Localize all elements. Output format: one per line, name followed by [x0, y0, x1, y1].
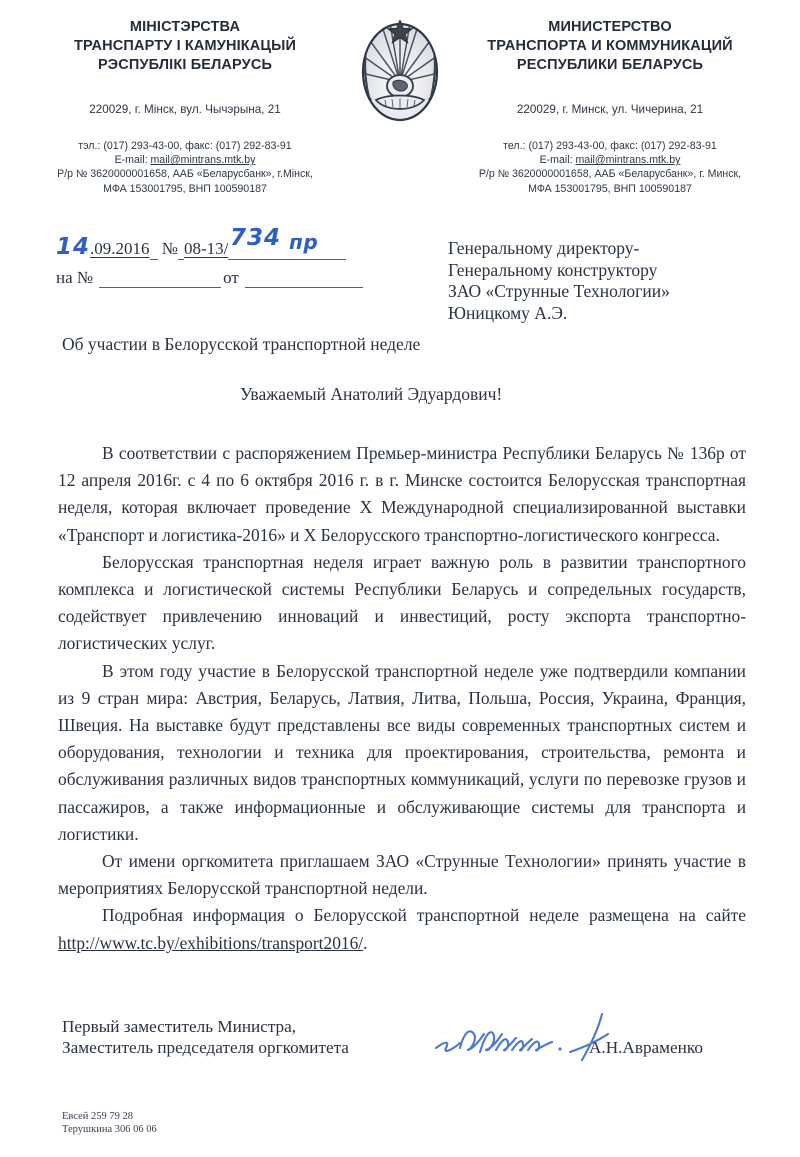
reply-from-label: от: [223, 268, 239, 287]
number-printed: 08-13/: [184, 239, 229, 258]
body-paragraph-1: В соответствии с распоряжением Премьер-министра Республики Беларусь № 136р от 12 апреля 2016г. с 4 по 6 октября 2016 г. в г. Минске состоится Белорусская транспортная неделя, которая включает проведение X Международной специализированной выставки «Транспорт и логистика-2016» и X Белорусского транспортно-логистического конгресса.: [58, 443, 746, 545]
website-link[interactable]: http://www.tc.by/exhibitions/transport2016/: [58, 932, 364, 953]
letterhead-left-belarusian: [20, 18, 350, 196]
ministry-title-be-line3: РЭСПУБЛІКІ БЕЛАРУСЬ: [97, 57, 273, 73]
coat-of-arms-of-belarus-icon: [352, 20, 448, 124]
ministry-address-be: 220029, г. Мінск, вул. Чычэрына, 21: [89, 103, 281, 116]
date-rule: [150, 243, 158, 260]
ministry-title-be-line1: МІНІСТЭРСТВА: [129, 19, 241, 35]
signer-title-line1: Первый заместитель Министра,: [62, 1017, 297, 1036]
executor-contacts: [62, 1110, 157, 1136]
number-symbol: №: [161, 239, 178, 258]
reference-block: [56, 225, 416, 298]
reply-to-label: на №: [56, 268, 94, 287]
addressee-line3: ЗАО «Струнные Технологии»: [448, 281, 670, 301]
letterhead-right-russian: [440, 18, 780, 196]
bank-line1-ru: Р/р № 3620000001658, ААБ «Беларусбанк», г. Минск,: [478, 168, 742, 181]
date-day-handwritten: 14: [56, 234, 91, 260]
bank-line1-be: Р/р № 3620000001658, ААБ «Беларусбанк», г.Мінск,: [57, 168, 313, 181]
executor-line2: Терушкина 306 06 06: [62, 1124, 157, 1135]
body-paragraph-3: В этом году участие в Белорусской транспортной неделе уже подтвердили компании из 9 стран мира: Австрия, Беларусь, Латвия, Литва, Польша, Россия, Украина, Франция, Швеция. На выставке будут представлены все виды современных транспортных систем и оборудования, технологии и техника для проектирования, строительства, ремонта и обслуживания различных видов транспортных коммуникаций, услуги по перевозке грузов и пассажиров, а также информационные и обслуживающие системы для транспорта и логистики.: [58, 660, 746, 844]
body-paragraph-2: Белорусская транспортная неделя играет важную роль в развитии транспортного комплекса и логистической системы Республики Беларусь и сопредельных государств, содействует привлечению инноваций и инвестиций, росту экспорта транспортно-логистических услуг.: [58, 551, 746, 654]
salutation: Уважаемый Анатолий Эдуардович!: [240, 384, 503, 404]
subject-line: Об участии в Белорусской транспортной неделе: [62, 334, 421, 354]
addressee-block: [448, 238, 788, 324]
signer-title: [62, 1016, 349, 1058]
body-paragraph-5-suffix: .: [363, 932, 368, 953]
signer-name: А.Н.Авраменко: [589, 1038, 703, 1057]
ministry-title-ru-line1: МИНИСТЕРСТВО: [548, 19, 672, 35]
bank-line2-be: МФА 153001795, ВНП 100590187: [103, 182, 267, 195]
email-line-be: [20, 153, 350, 167]
incoming-reference-line: [56, 268, 416, 298]
email-address-be[interactable]: mail@mintrans.mtk.by: [150, 154, 256, 167]
ministry-contacts-ru: [440, 139, 780, 196]
executor-line1: Евсей 259 79 28: [62, 1111, 134, 1122]
letterhead: [0, 18, 800, 228]
body-paragraph-4: От имени оргкомитета приглашаем ЗАО «Струнные Технологии» принять участие в мероприятиях Белорусской транспортной недели.: [58, 851, 746, 899]
number-suffix-handwritten: пр: [289, 230, 319, 254]
outgoing-reference-line: [56, 225, 416, 264]
email-line-ru: [440, 153, 780, 167]
letter-body: [58, 440, 746, 957]
addressee-line4: Юницкому А.Э.: [448, 302, 568, 323]
phone-line-be: тэл.: (017) 293-43-00, факс: (017) 292-83-91: [78, 140, 292, 152]
reply-from-input[interactable]: [245, 273, 363, 288]
addressee-line1: Генеральному директору-: [448, 238, 640, 258]
reply-to-input[interactable]: [99, 273, 221, 288]
phone-line-ru: тел.: (017) 293-43-00, факс: (017) 292-83-91: [503, 140, 717, 152]
email-label-be: E-mail:: [114, 154, 148, 167]
email-address-ru[interactable]: mail@mintrans.mtk.by: [575, 154, 681, 167]
signer-title-line2: Заместитель председателя оргкомитета: [62, 1038, 349, 1057]
ministry-title-be-line2: ТРАНСПАРТУ І КАМУНІКАЦЫЙ: [73, 38, 297, 54]
email-label-ru: E-mail:: [539, 154, 573, 167]
addressee-line2: Генеральному конструктору: [448, 259, 658, 280]
ministry-title-be: [20, 18, 350, 75]
ministry-title-ru-line2: ТРАНСПОРТА И КОММУНИКАЦИЙ: [487, 38, 733, 54]
body-paragraph-5-prefix: Подробная информация о Белорусской транспортной неделе размещена на сайте: [102, 905, 746, 926]
ministry-address-ru: 220029, г. Минск, ул. Чичерина, 21: [516, 103, 704, 116]
number-handwritten: 734: [230, 225, 282, 251]
bank-line2-ru: МФА 153001795, ВНП 100590187: [528, 182, 692, 195]
ministry-title-ru: [440, 18, 780, 75]
ministry-contacts-be: [20, 139, 350, 196]
ministry-title-ru-line3: РЕСПУБЛИКИ БЕЛАРУСЬ: [516, 57, 704, 73]
date-printed: .09.2016: [90, 239, 150, 258]
body-paragraph-5: [58, 902, 746, 956]
signature-block: [62, 1016, 762, 1080]
